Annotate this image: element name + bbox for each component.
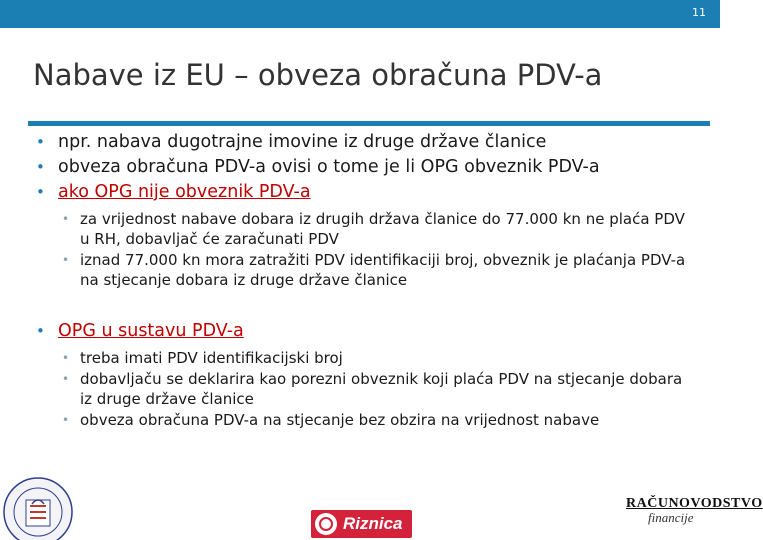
bullet-item [30, 155, 695, 180]
page-number: 11 [692, 6, 706, 19]
title-divider [28, 121, 710, 126]
bullet-item [30, 180, 695, 319]
sub-bullet-text: obveza obračuna PDV-a na stjecanje bez obzira na vrijednost nabave [80, 411, 600, 429]
sub-bullet-icon: • [62, 212, 70, 226]
bullet-text: npr. nabava dugotrajne imovine iz druge države članice [58, 132, 547, 152]
sub-bullet-text: iznad 77.000 kn mora zatražiti PDV identifikaciji broj, obveznik je plaćanja PDV-a na stjecanje dobara iz druge države članice [80, 251, 686, 289]
sub-bullet-item [58, 348, 695, 368]
bullet-item [30, 130, 695, 155]
institution-seal-logo [0, 470, 76, 540]
bullet-text-emphasis: OPG u sustavu PDV-a [58, 321, 244, 341]
sub-bullet-item [58, 209, 695, 249]
logo-line-1: RAČUNOVODSTVO [626, 496, 763, 511]
logo-line-2: financije [648, 510, 694, 525]
racunovodstvo-financije-logo [626, 496, 763, 540]
riznica-logo-text: Riznica [343, 514, 403, 533]
sub-bullet-icon: • [62, 413, 70, 427]
bullet-text: obveza obračuna PDV-a ovisi o tome je li OPG obveznik PDV-a [58, 157, 600, 177]
bullet-list [30, 130, 695, 430]
riznica-logo [311, 510, 412, 538]
sub-bullet-item [58, 369, 695, 409]
bullet-icon: • [36, 158, 45, 176]
sub-bullet-icon: • [62, 351, 70, 365]
sub-bullet-text: dobavljaču se deklarira kao porezni obveznik koji plaća PDV na stjecanje dobara iz druge države članice [80, 370, 683, 408]
bullet-text-emphasis: ako OPG nije obveznik PDV-a [58, 182, 311, 202]
slide-content [30, 130, 695, 431]
sub-bullet-icon: • [62, 253, 70, 267]
bullet-item [30, 319, 695, 430]
sub-bullet-list [58, 209, 695, 290]
sub-bullet-item [58, 250, 695, 290]
top-bar [0, 0, 720, 28]
bullet-icon: • [36, 322, 45, 340]
riznica-seal-icon [315, 513, 337, 535]
sub-bullet-item [58, 410, 695, 430]
bullet-icon: • [36, 133, 45, 151]
sub-bullet-text: za vrijednost nabave dobara iz drugih država članice do 77.000 kn ne plaća PDV u RH, dobavljač će zaračunati PDV [80, 210, 685, 248]
slide-title: Nabave iz EU – obveza obračuna PDV-a [33, 58, 603, 92]
sub-bullet-icon: • [62, 372, 70, 386]
bullet-icon: • [36, 183, 45, 201]
sub-bullet-list [58, 348, 695, 430]
sub-bullet-text: treba imati PDV identifikacijski broj [80, 349, 343, 367]
